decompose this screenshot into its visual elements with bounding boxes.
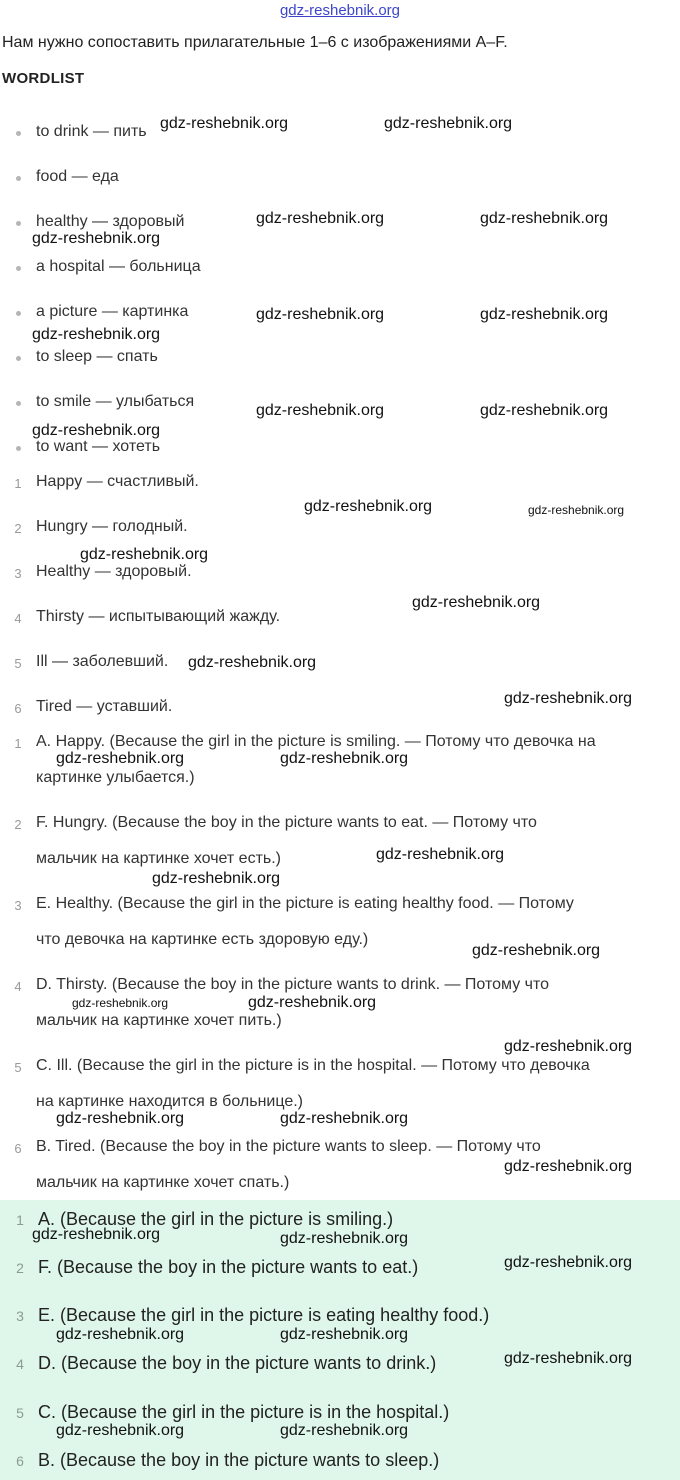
list-item: Healthy — здоровый.: [36, 563, 192, 580]
watermark: gdz-reshebnik.org: [56, 1326, 185, 1343]
item-number: 6: [14, 701, 22, 716]
watermark: gdz-reshebnik.org: [188, 654, 317, 671]
list-item: Thirsty — испытывающий жажду.: [36, 608, 281, 625]
watermark: gdz-reshebnik.org: [504, 1038, 633, 1055]
watermark: gdz-reshebnik.org: [376, 846, 505, 863]
item-number: 2: [14, 817, 22, 832]
site-link[interactable]: gdz-reshebnik.org: [279, 2, 401, 19]
watermark: gdz-reshebnik.org: [504, 1254, 633, 1271]
watermark: gdz-reshebnik.org: [304, 498, 433, 515]
explanation-line: B. Tired. (Because the boy in the picture wants to sleep. — Потому что: [36, 1138, 541, 1155]
watermark: gdz-reshebnik.org: [32, 1226, 161, 1243]
watermark: gdz-reshebnik.org: [56, 1110, 185, 1127]
explanation-line: что девочка на картинке есть здоровую еду.): [36, 931, 369, 948]
watermark: gdz-reshebnik.org: [56, 1422, 185, 1439]
wordlist-heading: WORDLIST: [2, 70, 85, 87]
watermark: gdz-reshebnik.org: [480, 402, 609, 419]
watermark: gdz-reshebnik.org: [56, 750, 185, 767]
explanation-line: мальчик на картинке хочет есть.): [36, 850, 281, 867]
bullet-icon: [16, 221, 21, 226]
item-number: 6: [14, 1141, 22, 1156]
answer-item: B. (Because the boy in the picture wants to sleep.): [38, 1450, 440, 1470]
watermark: gdz-reshebnik.org: [80, 546, 209, 563]
answer-item: E. (Because the girl in the picture is eating healthy food.): [38, 1305, 490, 1325]
bullet-icon: [16, 311, 21, 316]
watermark: gdz-reshebnik.org: [256, 402, 385, 419]
watermark: gdz-reshebnik.org: [72, 996, 169, 1010]
list-item: Tired — уставший.: [36, 698, 173, 715]
watermark: gdz-reshebnik.org: [248, 994, 377, 1011]
watermark: gdz-reshebnik.org: [280, 1110, 409, 1127]
watermark: gdz-reshebnik.org: [280, 1422, 409, 1439]
list-item: Ill — заболевший.: [36, 653, 169, 670]
watermark: gdz-reshebnik.org: [152, 870, 281, 887]
watermark: gdz-reshebnik.org: [280, 1230, 409, 1247]
list-item: Hungry — голодный.: [36, 518, 188, 535]
list-item: Happy — счастливый.: [36, 473, 199, 490]
bullet-icon: [16, 356, 21, 361]
explanation-line: F. Hungry. (Because the boy in the picture wants to eat. — Потому что: [36, 814, 537, 831]
explanation-line: C. Ill. (Because the girl in the picture is in the hospital. — Потому что девочка: [36, 1057, 590, 1074]
watermark: gdz-reshebnik.org: [504, 1158, 633, 1175]
answer-item: D. (Because the boy in the picture wants to drink.): [38, 1353, 437, 1373]
item-number: 1: [16, 1212, 24, 1228]
item-number: 6: [16, 1453, 24, 1469]
item-number: 3: [14, 898, 22, 913]
bullet-icon: [16, 266, 21, 271]
explanation-line: мальчик на картинке хочет спать.): [36, 1174, 290, 1191]
explanation-line: A. Happy. (Because the girl in the picture is smiling. — Потому что девочка на: [36, 733, 596, 750]
watermark: gdz-reshebnik.org: [504, 1350, 633, 1367]
watermark: gdz-reshebnik.org: [480, 306, 609, 323]
watermark: gdz-reshebnik.org: [528, 503, 625, 517]
bullet-icon: [16, 401, 21, 406]
item-number: 2: [16, 1260, 24, 1276]
watermark: gdz-reshebnik.org: [384, 115, 513, 132]
watermark: gdz-reshebnik.org: [256, 306, 385, 323]
item-number: 1: [14, 736, 22, 751]
explanation-line: картинке улыбается.): [36, 769, 195, 786]
watermark: gdz-reshebnik.org: [280, 750, 409, 767]
list-item: a hospital — больница: [36, 258, 201, 275]
explanation-line: на картинке находится в больнице.): [36, 1093, 303, 1110]
watermark: gdz-reshebnik.org: [472, 942, 601, 959]
answer-item: A. (Because the girl in the picture is smiling.): [38, 1209, 394, 1229]
list-item: to want — хотеть: [36, 438, 161, 455]
bullet-icon: [16, 131, 21, 136]
item-number: 5: [16, 1405, 24, 1421]
watermark: gdz-reshebnik.org: [32, 230, 161, 247]
explanation-line: D. Thirsty. (Because the boy in the picture wants to drink. — Потому что: [36, 976, 550, 993]
answer-item: C. (Because the girl in the picture is in the hospital.): [38, 1402, 450, 1422]
intro-text: Нам нужно сопоставить прилагательные 1–6 с изображениями A–F.: [2, 34, 508, 51]
explanation-line: мальчик на картинке хочет пить.): [36, 1012, 282, 1029]
bullet-icon: [16, 176, 21, 181]
item-number: 1: [14, 476, 22, 491]
watermark: gdz-reshebnik.org: [256, 210, 385, 227]
item-number: 4: [16, 1356, 24, 1372]
list-item: a picture — картинка: [36, 303, 189, 320]
item-number: 3: [14, 566, 22, 581]
list-item: to sleep — спать: [36, 348, 158, 365]
list-item: food — еда: [36, 168, 119, 185]
watermark: gdz-reshebnik.org: [480, 210, 609, 227]
watermark: gdz-reshebnik.org: [160, 115, 289, 132]
item-number: 4: [14, 979, 22, 994]
item-number: 5: [14, 656, 22, 671]
watermark: gdz-reshebnik.org: [32, 422, 161, 439]
item-number: 5: [14, 1060, 22, 1075]
item-number: 3: [16, 1308, 24, 1324]
watermark: gdz-reshebnik.org: [280, 1326, 409, 1343]
list-item: to smile — улыбаться: [36, 393, 195, 410]
watermark: gdz-reshebnik.org: [504, 690, 633, 707]
bullet-icon: [16, 446, 21, 451]
list-item: to drink — пить: [36, 123, 147, 140]
item-number: 2: [14, 521, 22, 536]
answer-item: F. (Because the boy in the picture wants to eat.): [38, 1257, 419, 1277]
watermark: gdz-reshebnik.org: [412, 594, 541, 611]
item-number: 4: [14, 611, 22, 626]
list-item: healthy — здоровый: [36, 213, 185, 230]
explanation-line: E. Healthy. (Because the girl in the picture is eating healthy food. — Потому: [36, 895, 574, 912]
watermark: gdz-reshebnik.org: [32, 326, 161, 343]
